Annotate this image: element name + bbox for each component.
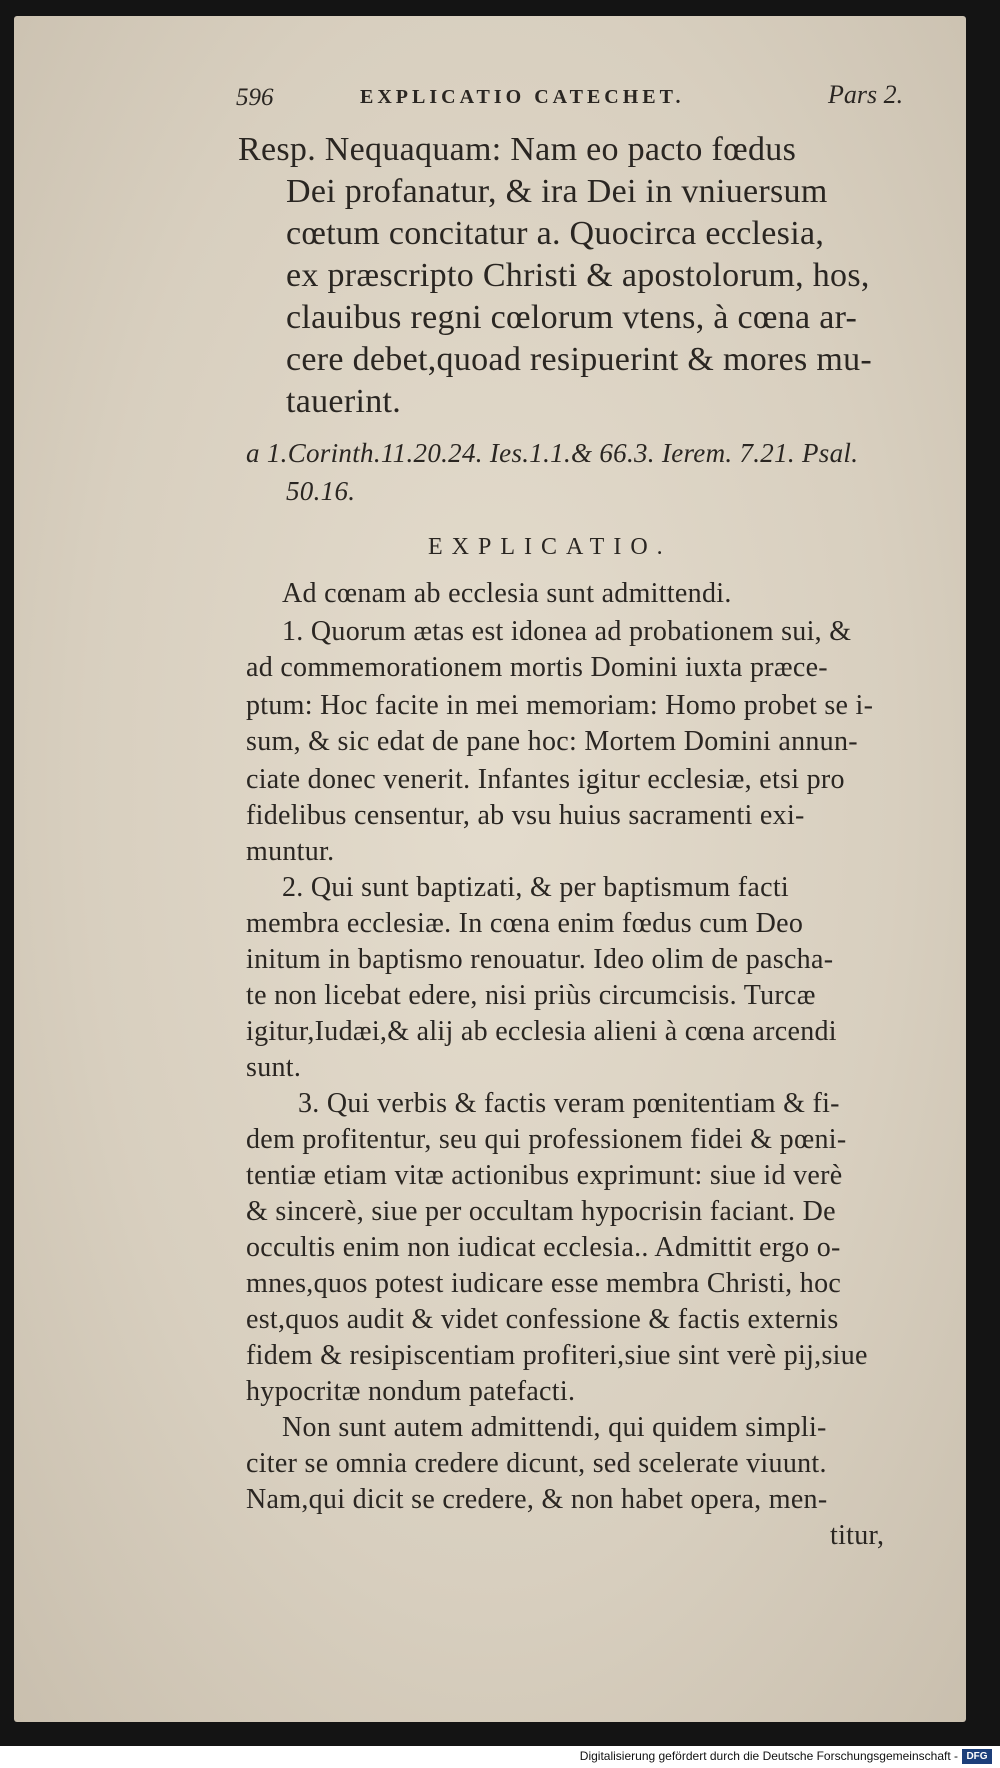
part-label: Pars 2. xyxy=(828,80,904,109)
body-line: te non licebat edere, nisi priùs circumcisis. Turcæ xyxy=(246,980,816,1011)
response-line: Dei profanatur, & ira Dei in vniuersum xyxy=(286,173,828,210)
body-line: hypocritæ nondum patefacti. xyxy=(246,1376,576,1407)
response-line: cere debet,quoad resipuerint & mores mu- xyxy=(286,341,873,378)
body-line: fidem & resipiscentiam profiteri,siue sint verè pij,siue xyxy=(246,1340,868,1371)
page-number: 596 xyxy=(236,84,274,111)
body-line: citer se omnia credere dicunt, sed scelerate viuunt. xyxy=(246,1448,827,1479)
response-line: clauibus regni cœlorum vtens, à cœna ar- xyxy=(286,299,858,336)
body-line: occultis enim non iudicat ecclesia.. Admittit ergo o- xyxy=(246,1232,841,1263)
running-title: EXPLICATIO CATECHET. xyxy=(360,86,685,108)
body-line: Nam,qui dicit se credere, & non habet opera, men- xyxy=(246,1484,828,1515)
response-line: Resp. Nequaquam: Nam eo pacto fœdus xyxy=(238,131,797,168)
response-line: cœtum concitatur a. Quocirca ecclesia, xyxy=(286,215,825,252)
body-line: fidelibus censentur, ab vsu huius sacramenti exi- xyxy=(246,800,805,831)
body-line: 1. Quorum ætas est idonea ad probationem sui, & xyxy=(282,616,852,647)
footnote-line: a 1.Corinth.11.20.24. Ies.1.1.& 66.3. Ierem. 7.21. Psal. xyxy=(246,438,859,468)
body-line: initum in baptismo renouatur. Ideo olim de pascha- xyxy=(246,944,834,975)
response-line: tauerint. xyxy=(286,383,402,420)
body-line: membra ecclesiæ. In cœna enim fœdus cum Deo xyxy=(246,908,804,939)
body-line: igitur,Iudæi,& alij ab ecclesia alieni à cœna arcendi xyxy=(246,1016,837,1047)
body-line: Non sunt autem admittendi, qui quidem simpli- xyxy=(282,1412,827,1443)
catchword: titur, xyxy=(830,1520,885,1551)
section-heading: EXPLICATIO. xyxy=(428,534,672,560)
response-line: ex præscripto Christi & apostolorum, hos, xyxy=(286,257,870,294)
body-line: est,quos audit & videt confessione & factis externis xyxy=(246,1304,839,1335)
digitization-footer xyxy=(0,1746,1000,1768)
body-line: tentiæ etiam vitæ actionibus exprimunt: siue id verè xyxy=(246,1160,843,1191)
body-line: 3. Qui verbis & factis veram pœnitentiam & fi- xyxy=(298,1088,840,1119)
body-line: sunt. xyxy=(246,1052,302,1083)
body-line: muntur. xyxy=(246,836,335,867)
body-line: ptum: Hoc facite in mei memoriam: Homo probet se i- xyxy=(246,690,874,721)
body-line: ad commemorationem mortis Domini iuxta præce- xyxy=(246,652,828,683)
footnote-line: 50.16. xyxy=(286,476,356,506)
body-line: & sincerè, siue per occultam hypocrisin faciant. De xyxy=(246,1196,836,1227)
dfg-logo-icon: DFG xyxy=(962,1749,992,1764)
body-line: dem profitentur, seu qui professionem fidei & pœni- xyxy=(246,1124,847,1155)
body-line: mnes,quos potest iudicare esse membra Christi, hoc xyxy=(246,1268,842,1299)
body-line: sum, & sic edat de pane hoc: Mortem Domini annun- xyxy=(246,726,858,757)
body-line: Ad cœnam ab ecclesia sunt admittendi. xyxy=(282,578,732,609)
body-line: 2. Qui sunt baptizati, & per baptismum facti xyxy=(282,872,789,903)
body-line: ciate donec venerit. Infantes igitur ecclesiæ, etsi pro xyxy=(246,764,845,795)
footer-credit: Digitalisierung gefördert durch die Deutsche Forschungsgemeinschaft - xyxy=(579,1749,958,1763)
